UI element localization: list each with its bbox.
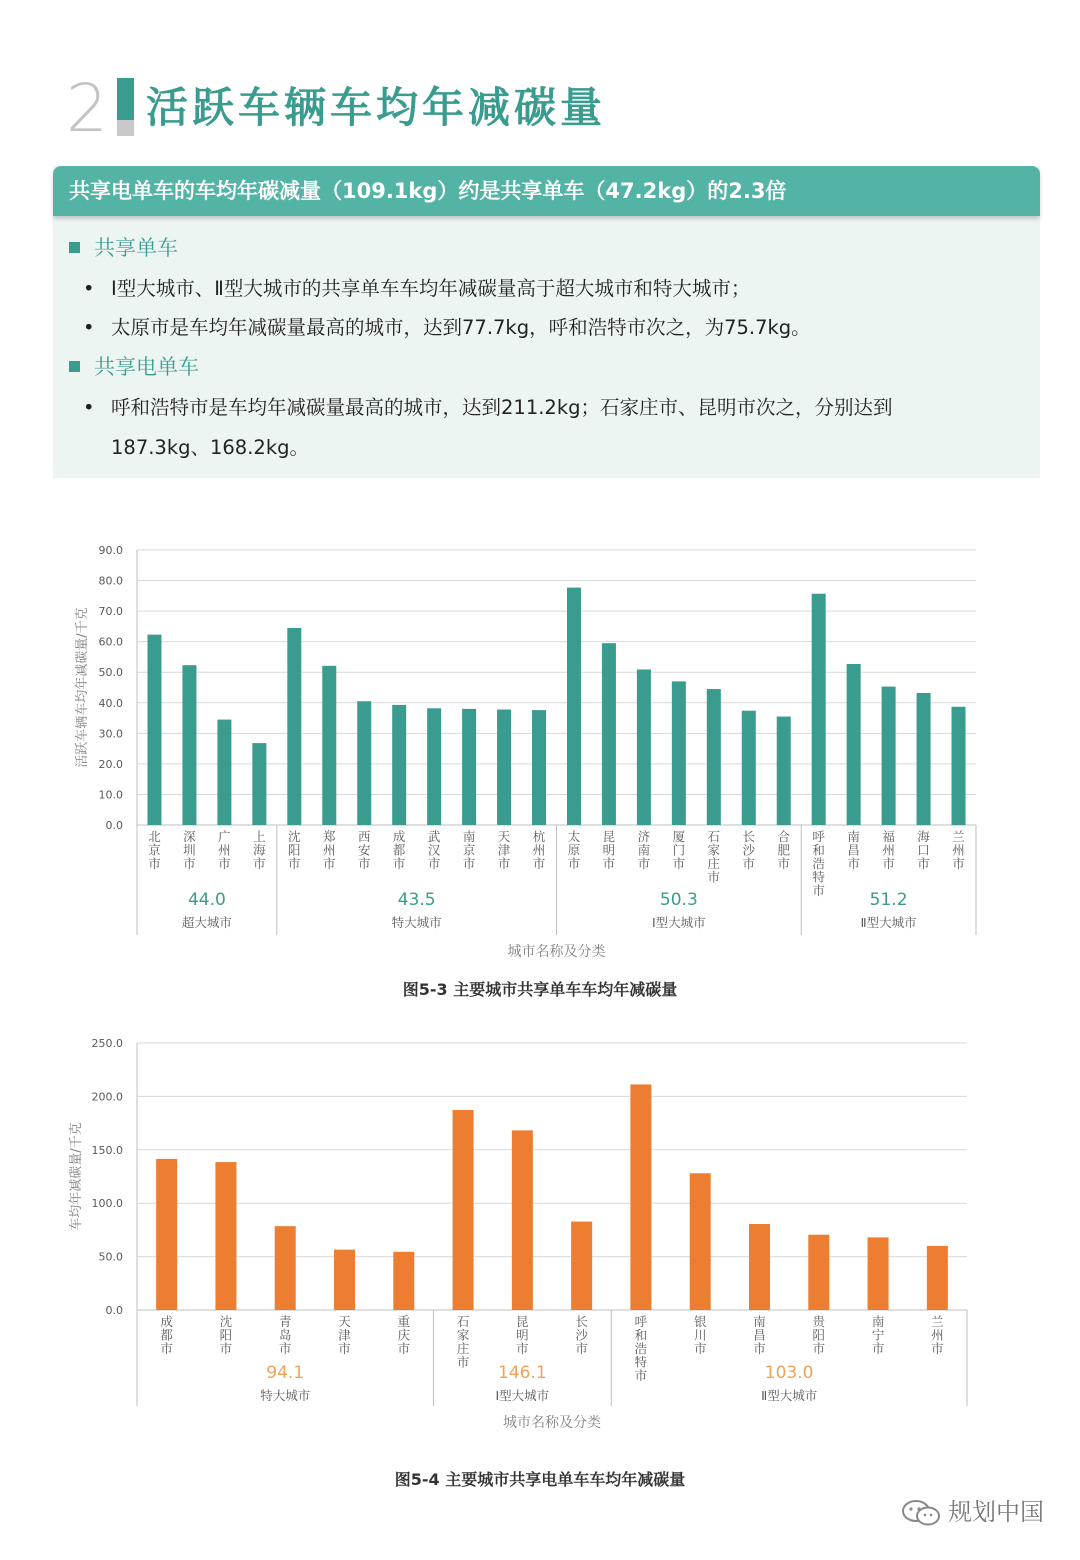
x-category-char: 市 xyxy=(812,1341,826,1356)
x-category-char: 石 xyxy=(707,829,721,844)
x-category-label xyxy=(516,1314,529,1356)
group-average-label: 43.5 xyxy=(397,890,436,910)
x-category-char: 市 xyxy=(357,856,371,871)
x-category-char: 市 xyxy=(693,1341,707,1356)
x-category-label xyxy=(638,829,651,871)
x-category-char: 郑 xyxy=(323,829,336,844)
x-category-char: 天 xyxy=(497,829,511,844)
x-category-char: 州 xyxy=(952,842,965,858)
bar xyxy=(322,666,336,825)
x-axis-label: 城市名称及分类 xyxy=(507,944,606,960)
y-tick-label: 70.0 xyxy=(98,605,123,619)
bullet-text: 呼和浩特市是车均年减碳量最高的城市，达到211.2kg；石家庄市、昆明市次之，分别达到187.3kg、168.2kg。 xyxy=(111,396,893,459)
x-category-char: 阳 xyxy=(288,842,301,858)
x-category-char: 市 xyxy=(219,1341,233,1356)
bar xyxy=(567,588,581,825)
chart1-caption: 图5-3 主要城市共享单车车均年减碳量 xyxy=(402,980,678,999)
x-axis-label: 城市名称及分类 xyxy=(503,1415,601,1431)
x-category-char: 北 xyxy=(148,829,161,844)
x-category-char: 市 xyxy=(637,856,651,871)
x-category-label xyxy=(358,829,371,871)
x-category-label xyxy=(694,1314,707,1356)
x-category-label xyxy=(498,829,511,871)
bullet-dot-icon: • xyxy=(83,277,95,300)
x-category-char: 呼 xyxy=(634,1314,648,1329)
bar xyxy=(630,1084,651,1310)
section-number: 2 xyxy=(66,70,108,147)
x-category-char: 汉 xyxy=(427,842,441,858)
x-category-char: 口 xyxy=(917,842,930,858)
x-category-char: 阳 xyxy=(219,1327,233,1343)
x-category-label xyxy=(148,829,161,871)
y-tick-label: 150.0 xyxy=(91,1143,123,1157)
subheading-bike-text: 共享单车 xyxy=(94,236,178,260)
x-category-char: 市 xyxy=(160,1341,173,1356)
group-average-label: 103.0 xyxy=(764,1363,814,1383)
x-category-label xyxy=(872,1314,885,1356)
x-category-char: 特 xyxy=(812,869,825,885)
x-category-char: 市 xyxy=(753,1341,766,1356)
square-bullet-icon xyxy=(69,361,80,372)
x-category-char: 市 xyxy=(288,856,301,871)
x-category-char: 成 xyxy=(160,1314,173,1329)
x-category-label xyxy=(753,1314,766,1356)
bar xyxy=(777,717,791,825)
x-category-label xyxy=(708,829,721,885)
bike-carbon-chart xyxy=(0,530,1080,974)
x-category-char: 银 xyxy=(693,1314,707,1329)
y-tick-label: 0.0 xyxy=(105,819,123,832)
bar xyxy=(453,1110,474,1310)
x-category-char: 和 xyxy=(634,1327,648,1343)
x-category-label xyxy=(323,829,336,871)
bar xyxy=(287,628,301,825)
y-axis-label: 车均年减碳量/千克 xyxy=(69,1122,84,1231)
section-title: 活跃车辆车均年减碳量 xyxy=(146,83,607,132)
x-category-char: 市 xyxy=(462,856,476,871)
bar xyxy=(690,1173,711,1310)
x-category-char: 沙 xyxy=(575,1327,588,1343)
bar xyxy=(882,687,896,825)
x-category-char: 庆 xyxy=(397,1327,411,1343)
x-category-char: 市 xyxy=(575,1341,588,1356)
x-category-char: 市 xyxy=(567,856,581,871)
x-category-char: 安 xyxy=(357,842,371,858)
bar xyxy=(868,1237,889,1310)
bar xyxy=(393,1252,414,1310)
ebike-carbon-chart xyxy=(0,1030,1080,1454)
bar xyxy=(497,710,511,826)
x-category-char: 市 xyxy=(917,856,930,871)
watermark-text: 规划中国 xyxy=(948,1498,1044,1526)
x-category-label xyxy=(575,1314,588,1356)
x-category-char: 南 xyxy=(753,1314,766,1329)
bar xyxy=(571,1222,592,1310)
x-category-label xyxy=(847,829,860,871)
group-name-label: 特大城市 xyxy=(260,1388,311,1403)
bar xyxy=(334,1250,355,1310)
group-name-label: Ⅱ型大城市 xyxy=(860,915,917,930)
x-category-char: 兰 xyxy=(931,1314,944,1329)
group-average-label: 146.1 xyxy=(498,1363,547,1383)
x-category-char: 重 xyxy=(397,1314,411,1329)
x-category-char: 市 xyxy=(777,856,790,871)
bar xyxy=(182,665,196,825)
x-category-char: 岛 xyxy=(278,1327,292,1343)
y-tick-label: 50.0 xyxy=(98,666,123,680)
x-category-char: 市 xyxy=(882,856,895,871)
x-category-char: 太 xyxy=(567,829,581,844)
summary-panel xyxy=(53,166,1040,478)
x-category-label xyxy=(398,1314,411,1356)
x-category-char: 家 xyxy=(456,1327,470,1343)
x-category-label xyxy=(952,829,965,871)
x-category-char: 海 xyxy=(253,842,266,858)
x-category-char: 京 xyxy=(462,842,476,858)
wechat-icon xyxy=(900,1498,944,1528)
x-category-char: 海 xyxy=(917,829,930,844)
ebike-chart-svg xyxy=(0,1030,1080,1450)
x-category-char: 长 xyxy=(575,1314,588,1329)
subheading-ebike-text: 共享电单车 xyxy=(94,355,199,379)
x-category-label xyxy=(882,829,895,871)
x-category-char: 市 xyxy=(338,1341,351,1356)
x-category-char: 州 xyxy=(532,842,546,858)
x-category-char: 市 xyxy=(323,856,336,871)
bullet-text: 太原市是车均年减碳量最高的城市，达到77.7kg，呼和浩特市次之，为75.7kg。 xyxy=(111,316,811,339)
x-category-char: 贵 xyxy=(812,1314,826,1329)
x-category-char: 津 xyxy=(338,1327,351,1343)
bar xyxy=(462,709,476,825)
y-tick-label: 60.0 xyxy=(98,635,123,649)
x-category-char: 州 xyxy=(882,842,895,858)
x-category-label xyxy=(743,829,756,871)
x-category-char: 市 xyxy=(812,883,825,898)
bar xyxy=(927,1246,948,1310)
x-category-label xyxy=(603,829,616,871)
x-category-char: 厦 xyxy=(672,829,686,844)
x-category-char: 津 xyxy=(497,842,511,858)
y-tick-label: 10.0 xyxy=(98,788,123,802)
x-category-char: 长 xyxy=(742,829,756,844)
x-category-char: 昆 xyxy=(516,1314,529,1329)
bullet-text: Ⅰ型大城市、Ⅱ型大城市的共享单车车均年减碳量高于超大城市和特大城市； xyxy=(111,277,751,300)
y-axis-label: 活跃车辆车均年减碳量/千克 xyxy=(75,607,90,768)
x-category-char: 南 xyxy=(847,829,860,844)
x-category-char: 庄 xyxy=(707,856,721,871)
x-category-label xyxy=(393,829,406,871)
x-category-label xyxy=(218,829,231,871)
x-category-label xyxy=(568,829,581,871)
summary-banner-text: 共享电单车的车均年碳减量（109.1kg）约是共享单车（47.2kg）的2.3倍 xyxy=(69,179,787,203)
y-tick-label: 0.0 xyxy=(105,1304,123,1317)
bar xyxy=(749,1224,770,1310)
x-category-char: 青 xyxy=(278,1314,292,1329)
x-category-char: 市 xyxy=(218,856,231,871)
group-name-label: Ⅰ型大城市 xyxy=(495,1388,550,1403)
x-category-char: 宁 xyxy=(871,1327,885,1343)
x-category-char: 市 xyxy=(672,856,686,871)
x-category-label xyxy=(220,1314,233,1356)
y-tick-label: 100.0 xyxy=(91,1197,123,1211)
y-tick-label: 50.0 xyxy=(98,1250,123,1264)
x-category-char: 都 xyxy=(392,842,406,858)
x-category-char: 和 xyxy=(812,842,825,858)
x-category-char: 石 xyxy=(456,1314,470,1329)
chart2-caption: 图5-4 主要城市共享电单车车均年减碳量 xyxy=(394,1470,686,1489)
x-category-char: 明 xyxy=(516,1327,529,1343)
x-category-char: 市 xyxy=(397,1341,411,1356)
group-name-label: Ⅰ型大城市 xyxy=(652,915,706,930)
y-tick-label: 200.0 xyxy=(91,1090,123,1104)
bar xyxy=(812,594,826,825)
x-category-char: 川 xyxy=(693,1327,707,1343)
x-category-char: 市 xyxy=(931,1341,944,1356)
bar xyxy=(672,681,686,825)
x-category-label xyxy=(931,1314,944,1356)
x-category-label xyxy=(338,1314,351,1356)
x-category-char: 昌 xyxy=(753,1327,766,1343)
bullet-item xyxy=(83,269,983,309)
y-tick-label: 80.0 xyxy=(98,574,123,588)
x-category-char: 都 xyxy=(160,1327,173,1343)
x-category-char: 圳 xyxy=(183,842,196,858)
x-category-char: 州 xyxy=(931,1327,944,1343)
x-category-char: 市 xyxy=(183,856,196,871)
x-category-char: 市 xyxy=(427,856,441,871)
x-category-label xyxy=(160,1314,173,1356)
x-category-char: 广 xyxy=(218,829,231,844)
y-tick-label: 40.0 xyxy=(98,696,123,710)
square-bullet-icon xyxy=(69,242,80,253)
bar xyxy=(512,1130,533,1310)
bar xyxy=(808,1235,829,1310)
bar xyxy=(156,1159,177,1310)
y-tick-label: 30.0 xyxy=(98,727,123,741)
x-category-label xyxy=(917,829,930,871)
x-category-char: 京 xyxy=(148,842,161,858)
x-category-char: 浩 xyxy=(634,1341,648,1356)
subheading-ebike xyxy=(69,353,199,381)
bar xyxy=(917,693,931,825)
y-tick-label: 250.0 xyxy=(91,1037,123,1050)
bar xyxy=(427,708,441,825)
x-category-char: 明 xyxy=(602,842,616,858)
bar xyxy=(637,669,651,825)
x-category-char: 肥 xyxy=(777,842,790,858)
bar xyxy=(217,720,231,825)
x-category-label xyxy=(457,1314,470,1370)
bar xyxy=(742,711,756,825)
bar xyxy=(147,635,161,825)
x-category-char: 武 xyxy=(427,829,441,844)
x-category-char: 南 xyxy=(871,1314,885,1329)
x-category-char: 家 xyxy=(707,842,721,858)
x-category-char: 上 xyxy=(253,829,266,844)
y-tick-label: 90.0 xyxy=(98,544,123,557)
x-category-char: 市 xyxy=(516,1341,529,1356)
x-category-char: 南 xyxy=(637,842,651,858)
bar xyxy=(215,1162,236,1310)
group-name-label: 特大城市 xyxy=(391,915,442,930)
group-name-label: Ⅱ型大城市 xyxy=(761,1388,818,1403)
x-category-char: 浩 xyxy=(812,856,825,871)
watermark xyxy=(900,1494,1044,1530)
bullet-dot-icon: • xyxy=(83,316,95,339)
x-category-label xyxy=(279,1314,292,1356)
x-category-label xyxy=(673,829,686,871)
bike-chart-svg xyxy=(0,530,1080,970)
x-category-char: 沈 xyxy=(288,829,301,844)
bar xyxy=(602,643,616,825)
x-category-char: 济 xyxy=(637,829,651,844)
x-category-char: 市 xyxy=(847,856,860,871)
x-category-char: 西 xyxy=(357,829,371,844)
x-category-char: 市 xyxy=(392,856,406,871)
x-category-char: 市 xyxy=(742,856,756,871)
subheading-bike xyxy=(69,234,178,262)
x-category-label xyxy=(288,829,301,871)
x-category-char: 州 xyxy=(323,842,336,858)
bar xyxy=(275,1226,296,1310)
bullet-item xyxy=(83,388,983,468)
bar xyxy=(357,701,371,825)
group-name-label: 超大城市 xyxy=(181,915,232,930)
group-average-label: 51.2 xyxy=(869,890,908,910)
x-category-char: 杭 xyxy=(532,829,546,844)
x-category-char: 市 xyxy=(707,869,721,885)
x-category-char: 阳 xyxy=(812,1327,826,1343)
bar xyxy=(252,743,266,825)
group-average-label: 44.0 xyxy=(187,890,226,910)
x-category-label xyxy=(812,829,825,898)
x-category-label xyxy=(463,829,476,871)
x-category-char: 市 xyxy=(602,856,616,871)
x-category-char: 沈 xyxy=(219,1314,233,1329)
x-category-char: 市 xyxy=(278,1341,292,1356)
x-category-char: 成 xyxy=(392,829,406,844)
x-category-char: 沙 xyxy=(742,842,756,858)
x-category-char: 市 xyxy=(456,1354,470,1370)
x-category-char: 市 xyxy=(634,1368,648,1383)
x-category-char: 市 xyxy=(952,856,965,871)
x-category-label xyxy=(183,829,196,871)
x-category-char: 南 xyxy=(462,829,476,844)
bar xyxy=(952,707,966,825)
x-category-char: 昌 xyxy=(847,842,860,858)
x-category-char: 原 xyxy=(567,842,581,858)
x-category-label xyxy=(635,1314,648,1383)
x-category-label xyxy=(253,829,266,871)
bullet-dot-icon: • xyxy=(83,396,95,419)
x-category-char: 呼 xyxy=(812,829,825,844)
x-category-char: 深 xyxy=(183,829,196,844)
y-tick-label: 20.0 xyxy=(98,757,123,771)
x-category-char: 合 xyxy=(777,829,790,844)
x-category-char: 门 xyxy=(672,842,686,858)
x-category-char: 福 xyxy=(882,829,895,844)
x-category-label xyxy=(777,829,790,871)
bar xyxy=(392,705,406,825)
x-category-char: 庄 xyxy=(456,1341,470,1356)
x-category-char: 市 xyxy=(532,856,546,871)
bar xyxy=(532,710,546,825)
x-category-char: 兰 xyxy=(952,829,965,844)
x-category-char: 天 xyxy=(338,1314,351,1329)
section-accent-bar xyxy=(117,78,134,136)
bar xyxy=(847,664,861,825)
x-category-char: 市 xyxy=(871,1341,885,1356)
bullet-item xyxy=(83,308,983,348)
bar xyxy=(707,689,721,825)
x-category-char: 市 xyxy=(497,856,511,871)
x-category-char: 特 xyxy=(634,1354,648,1370)
group-average-label: 94.1 xyxy=(266,1363,305,1383)
summary-banner xyxy=(53,166,1040,216)
x-category-char: 市 xyxy=(253,856,266,871)
group-average-label: 50.3 xyxy=(659,890,698,910)
x-category-label xyxy=(813,1314,827,1356)
x-category-label xyxy=(533,829,546,871)
x-category-char: 州 xyxy=(218,842,231,858)
x-category-char: 市 xyxy=(148,856,161,871)
x-category-char: 昆 xyxy=(602,829,616,844)
x-category-label xyxy=(428,829,441,871)
